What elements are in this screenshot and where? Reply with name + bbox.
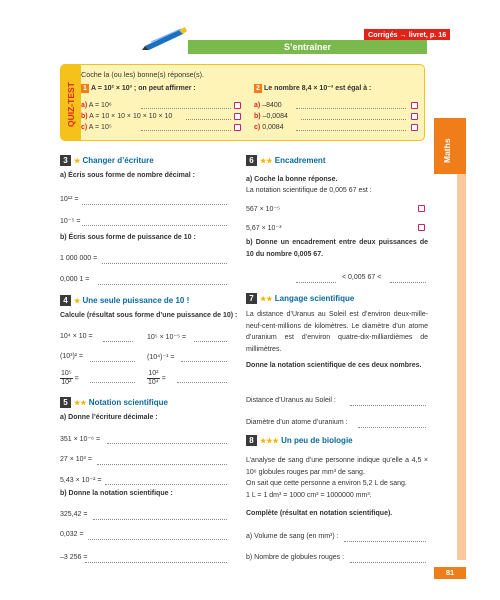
ex4-item: (10³)² = [60,353,84,360]
ex3-a-item: 10¹² = [60,196,79,203]
checkbox-ex6-1[interactable] [418,205,425,212]
quiz-instruction: Coche la (ou les) bonne(s) réponse(s). [81,70,205,79]
ex4-title: Une seule puissance de 10 ! [82,296,190,305]
star-icon: ★★ [260,158,273,165]
page-number: 81 [434,567,466,579]
ex8-text-1: L’analyse de sang d’une personne indique qu’elle a 4,5 × 10⁶ globules rouges par mm³ de sang. [246,457,428,476]
answer-line[interactable] [102,263,227,264]
ex4-instruction: Calcule (résultat sous forme d’une puissance de 10) : [60,312,238,319]
ex3-a: a) Écris sous forme de nombre décimal : [60,172,195,179]
ex5-a-item: 27 × 10³ = [60,456,92,463]
answer-line[interactable] [103,341,133,342]
ex8-item: b) Nombre de globules rouges : [246,554,345,561]
checkbox-q1-a[interactable] [234,102,241,109]
ex4-fraction-2: $\frac{\text{10²}}{\text{10⁴}}$ = [148,370,166,386]
ex5-b-item: –3 256 = [60,554,88,561]
ex4-fraction-1: $\frac{\text{10⁵}}{\text{10²}}$ = [61,370,79,386]
ex6-option-2: 5,67 × 10⁻³ [246,225,282,232]
star-icon: ★★ [74,400,87,407]
star-icon: ★ [74,158,81,165]
ex5-a-item: 351 × 10⁻⁶ = [60,436,101,443]
ex8-text-3: 1 L = 1 dm³ = 1000 cm³ = 1000000 mm³. [246,492,372,499]
answer-line[interactable] [88,539,227,540]
subject-tab [434,118,466,174]
answer-line[interactable] [358,427,426,428]
quiz-q1-option-b: b) A = 10 × 10 × 10 × 10 × 10 [81,113,173,120]
ex6-header [246,155,325,166]
star-icon: ★★★ [260,438,279,445]
answer-line[interactable] [350,405,426,406]
answer-line[interactable] [177,382,227,383]
checkbox-q1-b[interactable] [234,113,241,120]
ex6-inequality: < 0,005 67 < [342,274,382,281]
ex8-item: a) Volume de sang (en mm³) : [246,533,339,540]
answer-line[interactable] [181,361,227,362]
ex5-a-item: 5,43 × 10⁻² = [60,477,102,484]
dotted-line [141,108,231,109]
ex3-number: 3 [60,155,71,166]
answer-line[interactable] [93,519,227,520]
ex3-header [60,155,154,166]
ex8-header [246,435,353,446]
answer-line[interactable] [90,382,135,383]
corriges-badge[interactable]: Corrigés → livret, p. 16 [364,29,450,40]
answer-line[interactable] [194,341,227,342]
ex6-option-1: 567 × 10⁻⁵ [246,206,281,213]
quiz-q1-option-a: a) A = 10⁶ [81,102,112,109]
ex6-question: La notation scientifique de 0,005 67 est : [246,187,372,194]
answer-line[interactable] [296,282,336,283]
ex5-a: a) Donne l’écriture décimale : [60,414,158,421]
ex5-header [60,397,168,408]
subject-tab-label: Maths [442,138,452,163]
answer-line[interactable] [90,361,135,362]
ex7-header [246,293,354,304]
ex5-number: 5 [60,397,71,408]
ex3-b: b) Écris sous forme de puissance de 10 : [60,234,196,241]
ex7-number: 7 [246,293,257,304]
ex6-b: b) Donne un encadrement entre deux puissances de 10 du nombre 0,005 67. [246,239,428,258]
quiz-q2-num: 2 [254,84,262,93]
star-icon: ★ [74,298,81,305]
ex6-title: Encadrement [274,156,326,165]
ex5-b: b) Donne la notation scientifique : [60,490,173,497]
answer-line[interactable] [390,282,426,283]
ex7-instruction: Donne la notation scientifique de ces deux nombres. [246,362,422,369]
ex7-title: Langage scientifique [274,294,355,303]
checkbox-ex6-2[interactable] [418,224,425,231]
quiz-label [61,65,81,140]
dotted-line [141,130,231,131]
ex5-b-item: 325,42 = [60,511,88,518]
ex8-title: Un peu de biologie [281,436,353,445]
quiz-q2-option-a: a) –8400 [254,102,282,109]
quiz-q1-option-c: c) A = 10⁵ [81,124,112,131]
quiz-q2-title [254,84,371,93]
ex4-item: (10⁴)⁻¹ = [147,354,175,361]
answer-line[interactable] [344,541,426,542]
dotted-line [186,119,231,120]
ex6-a: a) Coche la bonne réponse. [246,176,338,183]
side-strip [457,174,466,560]
ex3-title: Changer d’écriture [82,156,154,165]
ex4-item: 10⁴ × 10 = [60,333,93,340]
ex7-item: Diamètre d’un atome d’uranium : [246,419,348,426]
section-title: S’entraîner [188,40,427,54]
ex5-title: Notation scientifique [88,398,168,407]
quiz-q2-title-text: Le nombre 8,4 × 10⁻³ est égal à : [264,85,372,92]
quiz-q1-title [81,84,196,93]
ex8-instruction: Complète (résultat en notation scientifique). [246,510,393,517]
checkbox-q2-a[interactable] [411,102,418,109]
answer-line[interactable] [82,204,227,205]
answer-line[interactable] [97,464,227,465]
quiz-q2-option-b: b) –0,0084 [254,113,288,120]
answer-line[interactable] [350,562,426,563]
dotted-line [296,108,406,109]
ex4-header [60,295,189,306]
checkbox-q2-b[interactable] [411,113,418,120]
ex4-number: 4 [60,295,71,306]
answer-line[interactable] [98,284,227,285]
ex3-a-item: 10⁻⁵ = [60,218,81,225]
answer-line[interactable] [82,225,227,226]
quiz-q1-num: 1 [81,84,89,93]
ex3-b-item: 0,000 1 = [60,276,90,283]
ex4-item: 10⁵ × 10⁻⁵ = [147,334,187,341]
quiz-label-text: QUIZ-TEST [66,82,76,127]
ex7-item: Distance d’Uranus au Soleil : [246,397,336,404]
dotted-line [301,119,406,120]
star-icon: ★★ [260,296,273,303]
answer-line[interactable] [105,484,227,485]
ex8-text-2: On sait que cette personne a environ 5,2 L de sang. [246,480,407,487]
checkbox-q1-c[interactable] [234,124,241,131]
answer-line[interactable] [85,562,227,563]
quiz-q1-title-text: A = 10² × 10³ ; on peut affirmer : [91,85,196,92]
quiz-box [60,64,425,141]
ex7-text: La distance d’Uranus au Soleil est d’environ deux-mille-neuf-cent-millions de kilomètres. Le diamètre d’un atome d’uranium est d’environ quatre-dix-milliardièmes de millimètres. [246,311,428,353]
dotted-line [296,130,406,131]
answer-line[interactable] [107,443,227,444]
ex5-b-item: 0,032 = [60,531,84,538]
quiz-q2-option-c: c) 0,0084 [254,124,284,131]
ex3-b-item: 1 000 000 = [60,255,98,262]
pen-icon [141,24,189,52]
ex6-number: 6 [246,155,257,166]
ex8-number: 8 [246,435,257,446]
checkbox-q2-c[interactable] [411,124,418,131]
